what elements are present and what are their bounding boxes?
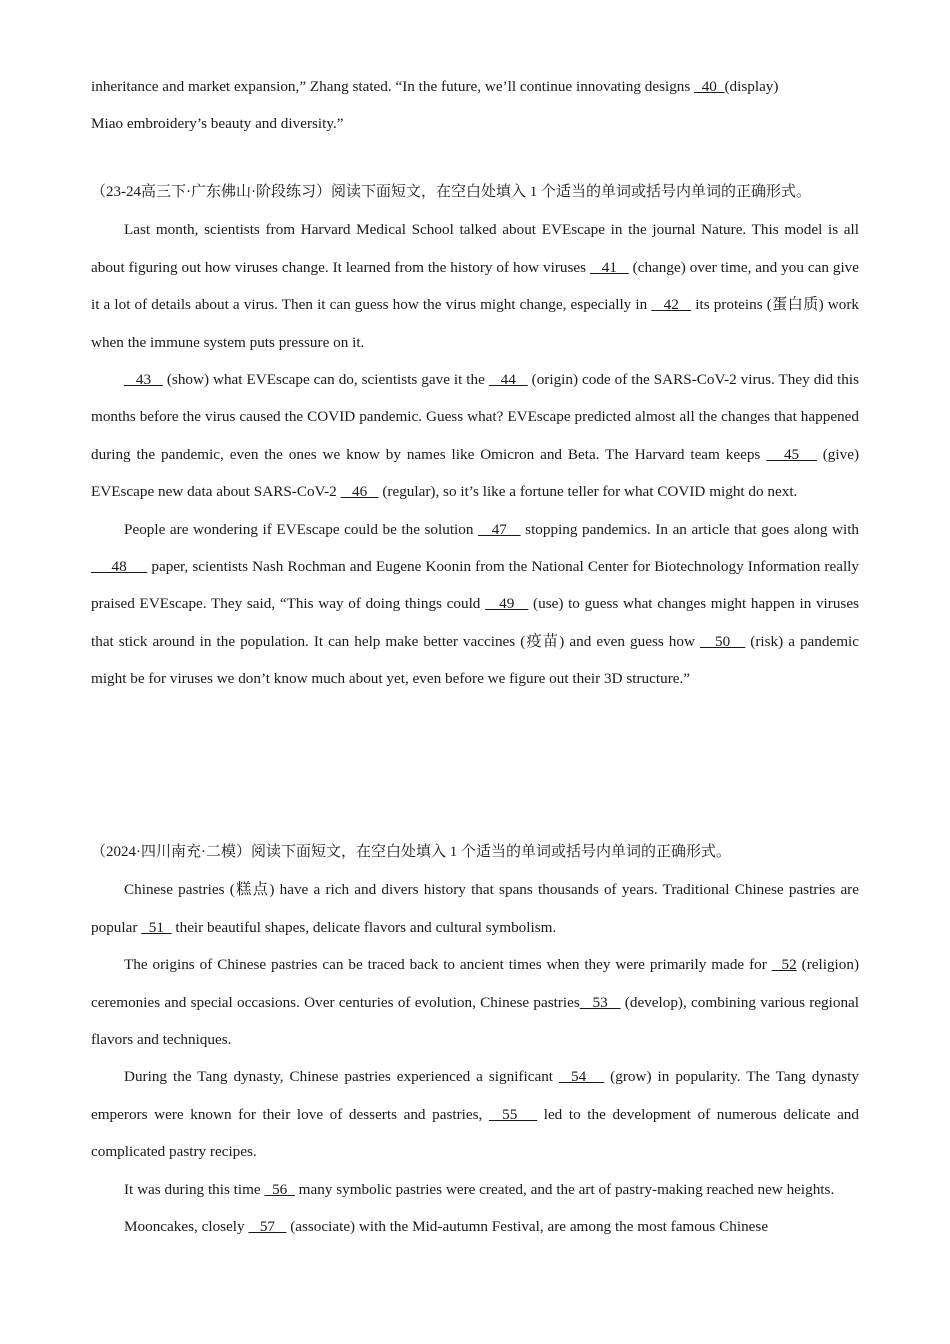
passage-text: (show) what EVEscape can do, scientists gave it the	[162, 371, 489, 389]
passage-text: stopping pandemics. In an article that goes along with	[520, 520, 860, 538]
passage-text: (give) EVEscape new data about SARS-CoV-2	[91, 445, 860, 501]
answer-blank-56: 56	[264, 1180, 295, 1198]
answer-blank-40: 40	[694, 78, 725, 95]
passage-text: (grow) in popularity. The Tang dynasty emperors were known for their love of desserts and pastries,	[91, 1068, 859, 1123]
passage-2-paragraph-2	[91, 361, 859, 511]
answer-blank-44: 44	[488, 371, 528, 389]
passage-2	[91, 174, 859, 698]
answer-blank-54: 54	[559, 1068, 605, 1086]
passage-text: The origins of Chinese pastries can be traced back to ancient times when they were primarily made for	[124, 956, 772, 974]
answer-blank-53: 53	[579, 993, 621, 1011]
passage-text: (origin) code of the SARS-CoV-2 virus. They did this months before the virus caused the COVID pandemic. Guess what? EVEscape predicted almost all the changes that happened during the pandemic, even the ones we know by names like Omicron and Beta. The Harvard team keeps	[91, 371, 859, 463]
passage-1-line-1	[91, 68, 859, 105]
passage-3-paragraph-1	[91, 871, 859, 946]
passage-text: its proteins (蛋白质) work when the immune system puts pressure on it.	[91, 296, 859, 351]
answer-blank-41: 41	[590, 258, 629, 276]
passage-3-paragraph-3	[91, 1058, 859, 1170]
passage-2-heading: （23-24高三下·广东佛山·阶段练习）阅读下面短文，在空白处填入 1 个适当的单词或括号内单词的正确形式。	[91, 184, 811, 200]
passage-text: It was during this time	[124, 1180, 265, 1198]
passage-text: (develop), combining various regional flavors and techniques.	[91, 993, 860, 1049]
passage-text: (display)	[724, 78, 779, 95]
passage-3-paragraph-4	[91, 1171, 859, 1208]
passage-text: (regular), so it’s like a fortune teller for what COVID might do next.	[378, 483, 798, 501]
passage-3	[91, 834, 859, 1245]
passage-text: Mooncakes, closely	[124, 1218, 249, 1236]
answer-blank-47: 47	[478, 520, 521, 538]
passage-text: (change) over time, and you can give it a lot of details about a virus. Then it can guess how the virus might change, especially in	[91, 258, 860, 314]
answer-blank-51: 51	[141, 918, 172, 936]
passage-text: many symbolic pastries were created, and the art of pastry-making reached new heights.	[294, 1180, 835, 1198]
passage-text: inheritance and market expansion,” Zhang stated. “In the future, we’ll continue innovating designs	[91, 78, 695, 95]
passage-text: paper, scientists Nash Rochman and Eugene Koonin from the National Center for Biotechnology Information really praised EVEscape. They said, “This way of doing things could	[91, 558, 859, 613]
answer-blank-42: 42	[651, 296, 692, 314]
answer-blank-52: 52	[771, 956, 797, 974]
answer-blank-50: 50	[699, 632, 746, 650]
passage-text: Last month, scientists from Harvard Medical School talked about EVEscape in the journal Nature. This model is all about figuring out how viruses change. It learned from the history of how viruses	[91, 221, 859, 276]
passage-2-paragraph-3	[91, 511, 859, 698]
passage-text: led to the development of numerous delicate and complicated pastry recipes.	[91, 1105, 859, 1161]
passage-text: (associate) with the Mid-autumn Festival, are among the most famous Chinese	[286, 1218, 769, 1236]
passage-3-paragraph-5	[91, 1208, 859, 1245]
answer-blank-43: 43	[124, 371, 163, 389]
passage-1-line-2	[91, 105, 859, 142]
passage-text: People are wondering if EVEscape could be the solution	[124, 520, 479, 538]
passage-2-paragraph-1	[91, 211, 859, 361]
answer-blank-55: 55	[488, 1105, 538, 1123]
passage-1-tail	[91, 68, 859, 143]
passage-3-heading: （2024·四川南充·二模）阅读下面短文，在空白处填入 1 个适当的单词或括号内单词的正确形式。	[91, 844, 731, 860]
passage-text: During the Tang dynasty, Chinese pastries experienced a significant	[124, 1068, 560, 1086]
passage-3-paragraph-2	[91, 946, 859, 1058]
passage-text: (use) to guess what changes might happen in viruses that stick around in the population. It can help make better vaccines (疫苗) and even guess how	[91, 595, 859, 650]
passage-text: (risk) a pandemic might be for viruses we don’t know much about yet, even before we figure out their 3D structure.”	[91, 632, 859, 688]
passage-text: Chinese pastries (糕点) have a rich and divers history that spans thousands of years. Traditional Chinese pastries are popular	[91, 881, 859, 936]
passage-text: Miao embroidery’s beauty and diversity.”	[91, 115, 344, 133]
answer-blank-45: 45	[766, 445, 817, 463]
answer-blank-57: 57	[248, 1218, 287, 1236]
answer-blank-49: 49	[485, 595, 529, 613]
passage-text: their beautiful shapes, delicate flavors and cultural symbolism.	[171, 918, 557, 936]
answer-blank-46: 46	[340, 483, 379, 501]
passage-text: (religion) ceremonies and special occasions. Over centuries of evolution, Chinese pastries	[91, 956, 860, 1011]
answer-blank-48: 48	[91, 558, 148, 576]
